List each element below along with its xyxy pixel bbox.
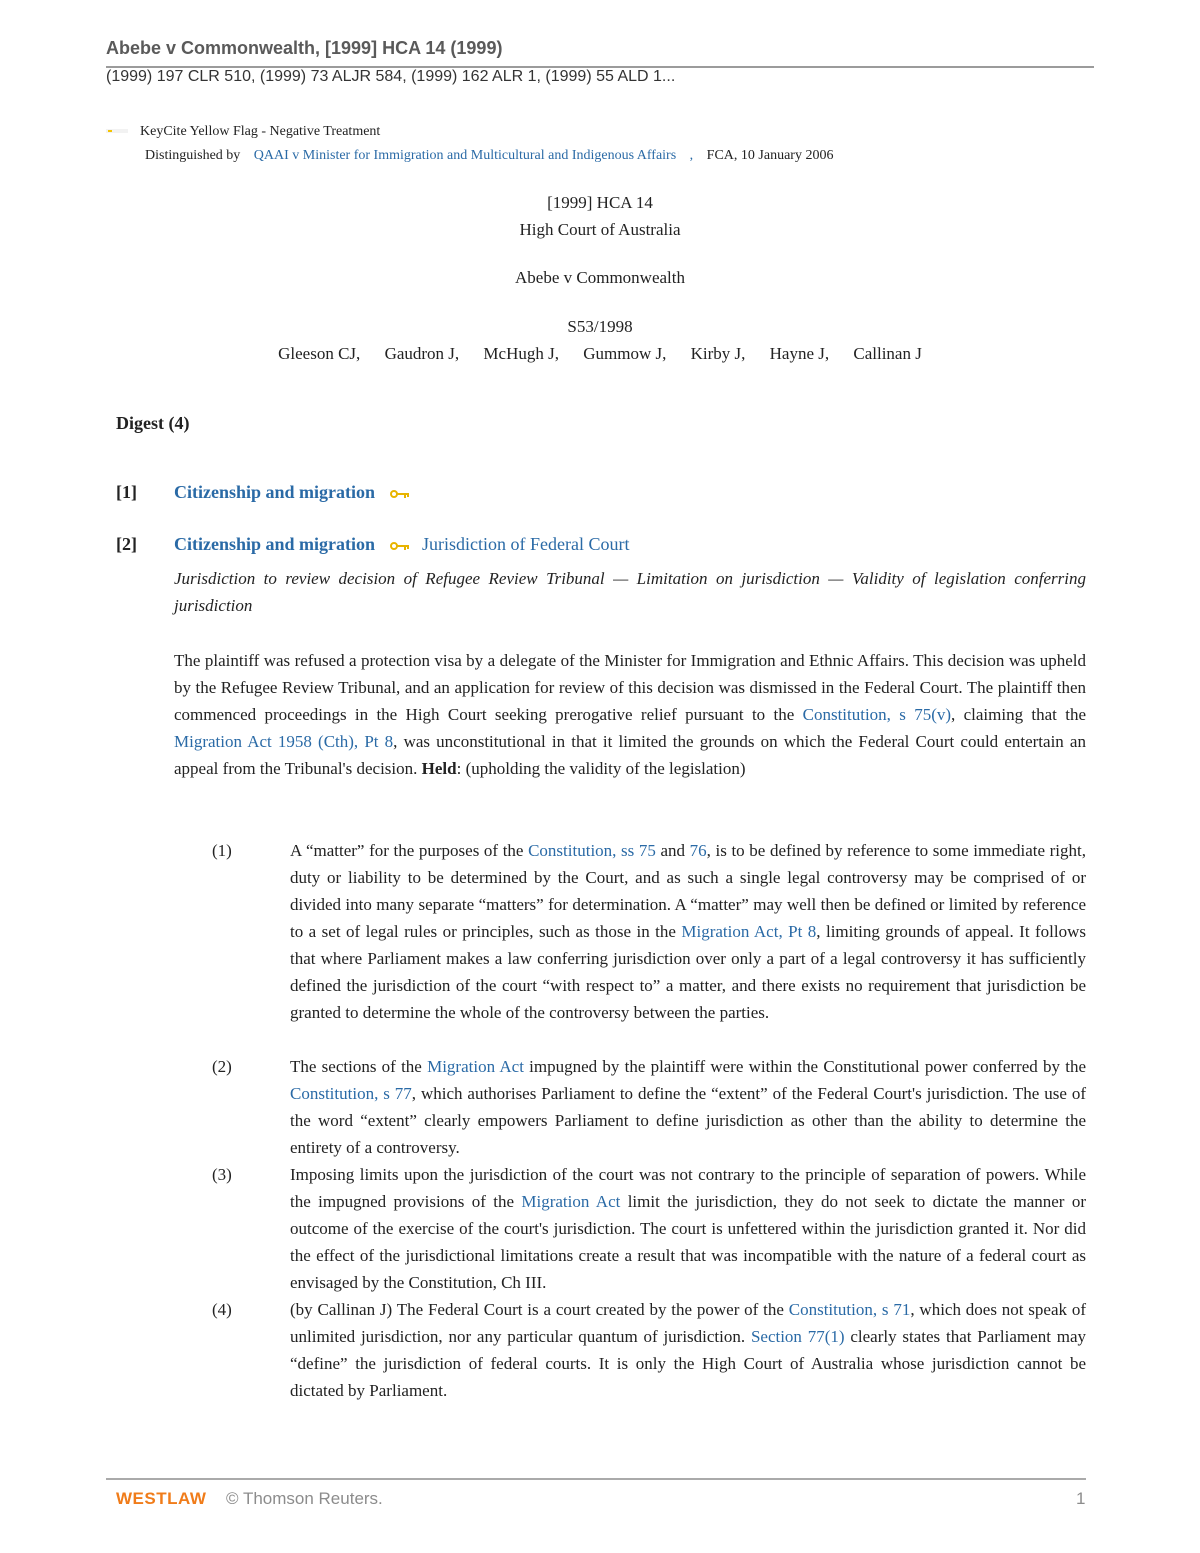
held-text-part: Imposing limits upon the jurisdiction of the court was not contrary to the principle of separation of powers. While the impugned provisions of the [290,1165,1086,1211]
digest-entry-number: [2] [116,534,137,554]
section-76-link[interactable]: 76 [689,841,707,860]
held-number: (4) [212,1300,232,1319]
judge: Kirby J, [690,344,746,363]
held-item-1 [212,837,1086,1026]
held-text-part: A “matter” for the purposes of the [290,841,529,860]
keycite-flag-icon [106,127,128,135]
section-77-1-link[interactable]: Section 77(1) [750,1327,845,1346]
digest-entry-2 [174,534,630,555]
held-text-part: , which does not speak of unlimited jurisdiction, nor any particular quantum of jurisdiction. [290,1300,1086,1346]
keycite-case-link[interactable]: QAAI v Minister for Immigration and Multicultural and Indigenous Affairs [253,148,677,163]
westlaw-logo: WESTLAW [116,1489,207,1508]
summary-text: : (upholding the validity of the legislation) [456,759,746,778]
held-text-part: , limiting grounds of appeal. It follows that where Parliament makes a law conferring jurisdiction over only a part of a legal controversy it has sufficiently defined the jurisdiction of the court “with respect to” a matter, and there exists no requirement that jurisdiction be granted to determine the whole of the controversy between the parties. [290,922,1086,1022]
summary-text: The plaintiff was refused a protection visa by a delegate of the Minister for Immigration and Ethnic Affairs. This decision was upheld by the Refugee Review Tribunal, and an application for review of this decision was dismissed in the Federal Court. The plaintiff then commenced proceedings in the High Court seeking prerogative relief pursuant to the [174,651,1086,724]
judge: Callinan J [853,344,922,363]
constitution-s77-link[interactable]: Constitution, s 77 [290,1084,412,1103]
keycite-title: KeyCite Yellow Flag - Negative Treatment [140,124,381,139]
judge: McHugh J, [483,344,559,363]
held-text-part: and [655,841,690,860]
case-citation: [1999] HCA 14 [547,193,653,212]
parallel-citations: (1999) 197 CLR 510, (1999) 73 ALJR 584, (1999) 162 ALR 1, (1999) 55 ALD 1... [106,68,676,85]
keycite-treatment [145,148,833,164]
held-text [290,1161,1086,1296]
held-number: (2) [212,1057,232,1076]
judge: Gaudron J, [384,344,460,363]
held-text-part: impugned by the plaintiff were within the Constitutional power conferred by the [523,1057,1086,1076]
held-text [290,837,1086,1026]
held-text [290,1053,1086,1161]
judges-list [0,344,1200,364]
topic-link[interactable]: Citizenship and migration [174,482,376,502]
summary-text: , was unconstitutional in that it limited the grounds on which the Federal Court could entertain an appeal from the Tribunal's decision. [174,732,1086,778]
constitution-s75v-link[interactable]: Constitution, s 75(v) [802,705,952,724]
copyright: © Thomson Reuters. [226,1489,383,1508]
held-item-3 [212,1161,1086,1296]
held-number: (3) [212,1165,232,1184]
case-name: Abebe v Commonwealth [515,268,685,287]
catchwords: Jurisdiction to review decision of Refugee Review Tribunal — Limitation on jurisdiction — Validity of legislation conferring jurisdiction [174,569,1086,615]
summary-text: , claiming that the [951,705,1086,724]
held-text-part: limit the jurisdiction, they do not seek to dictate the manner or outcome of the exercise of the court's jurisdiction. The court is unfettered within the jurisdiction granted it. Nor did the effect of the jurisdictional limitations create a result that was incompatible with the nature of a federal court as envisaged by the Constitution, Ch III. [290,1192,1086,1292]
digest-entry-number: [1] [116,482,137,502]
topic-link[interactable]: Citizenship and migration [174,534,376,554]
constitution-ss75-link[interactable]: Constitution, ss 75 [528,841,656,860]
held-text-part: , which authorises Parliament to define the “extent” of the Federal Court's jurisdiction. The use of the word “extent” clearly empowers Parliament to define jurisdiction as other than the ability to determine the entirety of a controversy. [290,1084,1086,1157]
judge: Gleeson CJ, [278,344,361,363]
page-number: 1 [1076,1489,1086,1508]
digest-heading: Digest (4) [116,413,190,433]
held-text-part: clearly states that Parliament may “define” the jurisdiction of federal courts. It is only the High Court of Australia whose jurisdiction cannot be dictated by Parliament. [290,1327,1086,1400]
keycite-prefix: Distinguished by [145,148,241,163]
migration-act-link[interactable]: Migration Act [521,1192,621,1211]
keycite-comma: , [689,148,694,163]
held-text-part: (by Callinan J) The Federal Court is a court created by the power of the [290,1300,789,1319]
held-label: Held [421,759,457,778]
held-text [290,1296,1086,1404]
case-number: S53/1998 [567,317,633,336]
key-number-icon[interactable] [390,541,410,551]
keycite-court: FCA, [706,148,738,163]
constitution-s71-link[interactable]: Constitution, s 71 [788,1300,911,1319]
digest-entry-1 [174,482,410,503]
subtopic-link[interactable]: Jurisdiction of Federal Court [422,534,630,554]
migration-act-link[interactable]: Migration Act [427,1057,524,1076]
judge: Hayne J, [769,344,830,363]
migration-act-pt8-link[interactable]: Migration Act 1958 (Cth), Pt 8 [174,732,394,751]
held-number: (1) [212,841,232,860]
footer-divider [106,1478,1086,1480]
held-text-part: The sections of the [290,1057,428,1076]
document-title: Abebe v Commonwealth, [1999] HCA 14 (1999) [106,38,503,58]
held-item-4 [212,1296,1086,1404]
case-summary [174,647,1086,782]
held-item-2 [212,1053,1086,1161]
held-text-part: , is to be defined by reference to some immediate right, duty or liability to be determined by the Court, and as such a single legal controversy may be comprised of or divided into many separate “matters” for determination. A “matter” may well then be defined or limited by reference to a set of legal rules or principles, such as those in the [290,841,1087,941]
keycite-date: 10 January 2006 [740,148,834,163]
judge: Gummow J, [583,344,667,363]
court-name: High Court of Australia [519,220,681,239]
key-number-icon[interactable] [390,489,410,499]
migration-act-pt8-link[interactable]: Migration Act, Pt 8 [681,922,817,941]
